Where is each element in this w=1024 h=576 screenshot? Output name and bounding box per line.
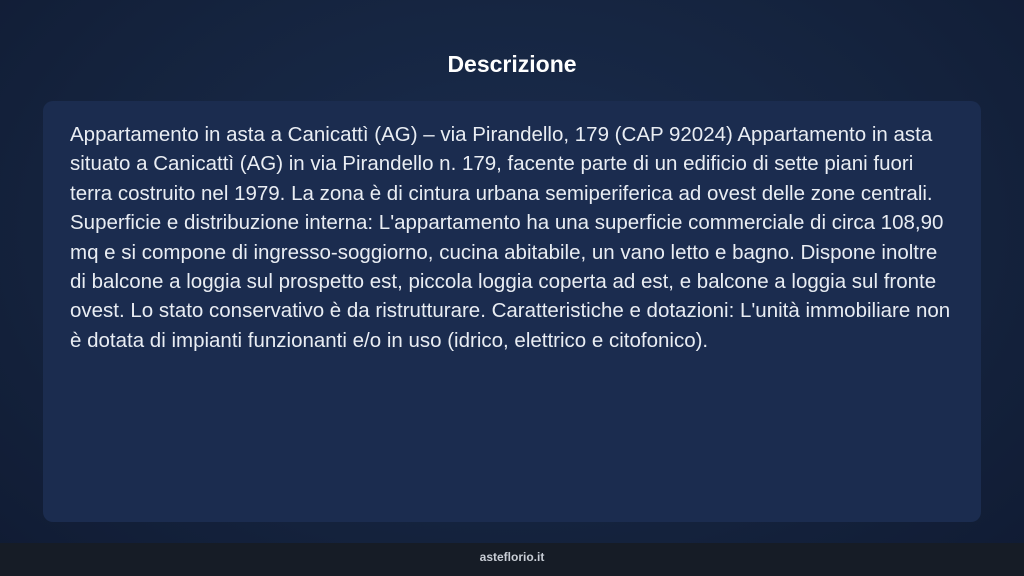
description-text: Appartamento in asta a Canicattì (AG) – via Pirandello, 179 (CAP 92024) Appartamento in asta situato a Canicattì (AG) in via Pirandello n. 179, facente parte di un edificio di sette piani fuori terra costruito nel 1979. La zona è di cintura urbana semiperiferica ad ovest delle zone centrali. Superficie e distribuzione interna: L'appartamento ha una superficie commerciale di circa 108,90 mq e si compone di ingresso-soggiorno, cucina abitabile, un vano letto e bagno. Dispone inoltre di balcone a loggia sul prospetto est, piccola loggia coperta ad est, e balcone a loggia sul fronte ovest. Lo stato conservativo è da ristrutturare. Caratteristiche e dotazioni: L'unità immobiliare non è dotata di impianti funzionanti e/o in uso (idrico, elettrico e citofonico). [70,123,951,352]
footer-bar [0,543,1024,576]
footer-site-label: asteflorio.it [479,550,545,564]
description-card [43,101,981,522]
page-title: Descrizione [447,51,577,77]
